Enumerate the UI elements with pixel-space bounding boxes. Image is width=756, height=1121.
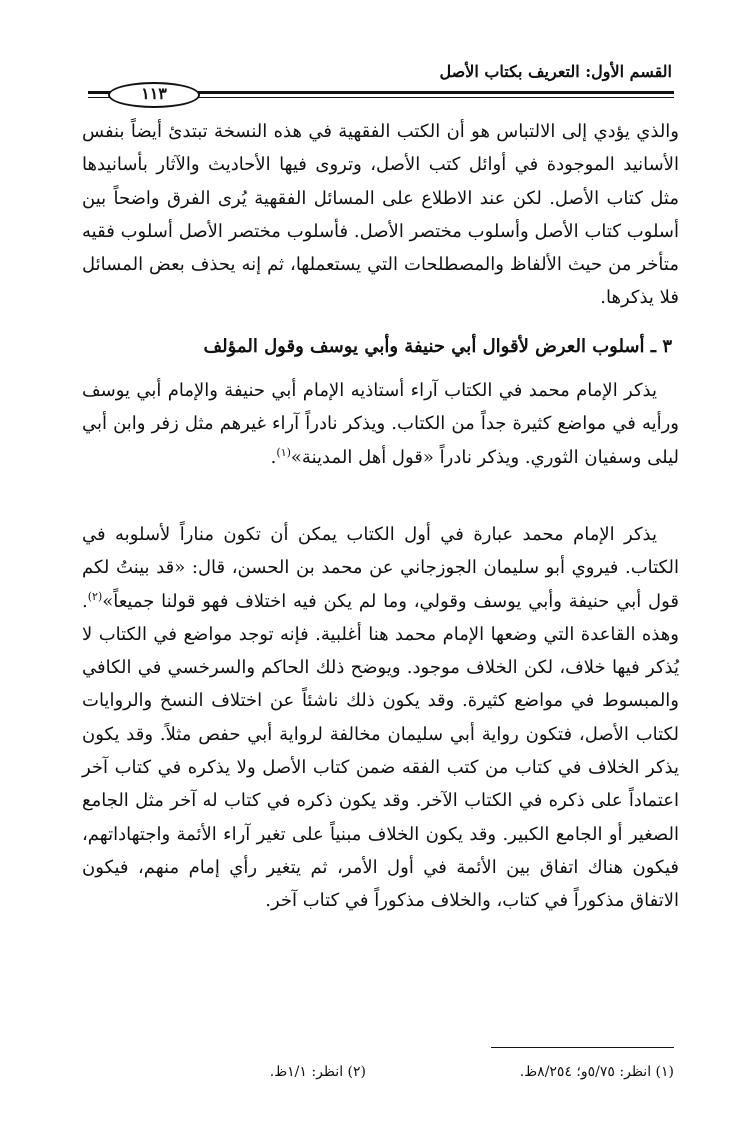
section-heading: ٣ ـ أسلوب العرض لأقوال أبي حنيفة وأبي يوسف وقول المؤلف — [203, 336, 672, 357]
footnote-2: (٢) انظر: ١/١ظ. — [269, 1064, 366, 1080]
paragraph-2-end: . — [270, 446, 277, 468]
header-rule — [88, 82, 674, 104]
footnote-1: (١) انظر: ٥/٧٥و؛ ٨/٢٥٤ظ. — [519, 1064, 674, 1080]
paragraph-2 — [82, 374, 679, 474]
footnote-ref-2: (٢) — [87, 589, 103, 603]
footnote-separator — [491, 1047, 674, 1048]
paragraph-3-text-a: يذكر الإمام محمد عبارة في أول الكتاب يمكن أن تكون مناراً لأسلوبه في الكتاب. فيروي أبو سليمان الجوزجاني عن محمد بن الحسن، قال: «قد بينتُ لكم قول أبي حنيفة وأبي يوسف وقولي، وما لم يكن فيه اختلاف فهو قولنا جميعاً» — [82, 524, 679, 612]
paragraph-3-text-b: . وهذه القاعدة التي وضعها الإمام محمد هنا أغلبية. فإنه توجد مواضع في الكتاب لا يُذكر فيها خلاف، لكن الخلاف موجود. ويوضح ذلك الحاكم والسرخسي في الكافي والمبسوط في مواضع كثيرة. وقد يكون ذلك ناشئاً عن اختلاف النسخ والروايات لكتاب الأصل، فتكون رواية أبي سليمان مخالفة لرواية أبي حفص مثلاً. وقد يكون يذكر الخلاف في كتاب من كتب الفقه ضمن كتاب الأصل ولا يذكره في كتاب آخر اعتماداً على ذكره في الكتاب الآخر. وقد يكون ذكره في كتاب له آخر مثل الجامع الصغير أو الجامع الكبير. وقد يكون الخلاف مبنياً على تغير آراء الأئمة واجتهاداتهم، فيكون هناك اتفاق بين الأئمة في أول الأمر، ثم يتغير رأي إمام منهم، فيكون الاتفاق مذكوراً في كتاب، والخلاف مذكوراً في كتاب آخر. — [82, 590, 679, 912]
footnote-ref-1: (١) — [276, 445, 291, 459]
paragraph-2-text: يذكر الإمام محمد في الكتاب آراء أستاذيه الإمام أبي حنيفة والإمام أبي يوسف ورأيه في مواضع كثيرة جداً من الكتاب. ويذكر نادراً آراء غيرهم مثل زفر وابن أبي ليلى وسفيان الثوري. ويذكر نادراً «قول أهل المدينة» — [82, 380, 679, 468]
running-title: القسم الأول: التعريف بكتاب الأصل — [439, 62, 672, 81]
paragraph-3 — [82, 518, 679, 918]
paragraph-1: والذي يؤدي إلى الالتباس هو أن الكتب الفقهية في هذه النسخة تبتدئ أيضاً بنفس الأسانيد الموجودة في أوائل كتب الأصل، وتروى فيها الأحاديث والآثار بأسانيدها مثل كتاب الأصل. لكن عند الاطلاع على المسائل الفقهية يُرى الفرق واضحاً بين أسلوب كتاب الأصل وأسلوب مختصر الأصل. فأسلوب مختصر الأصل أسلوب فقيه متأخر من حيث الألفاظ والمصطلحات التي يستعملها، ثم إنه يحذف بعض المسائل فلا يذكرها. — [82, 121, 679, 309]
page-number: ١١٣ — [108, 82, 200, 108]
